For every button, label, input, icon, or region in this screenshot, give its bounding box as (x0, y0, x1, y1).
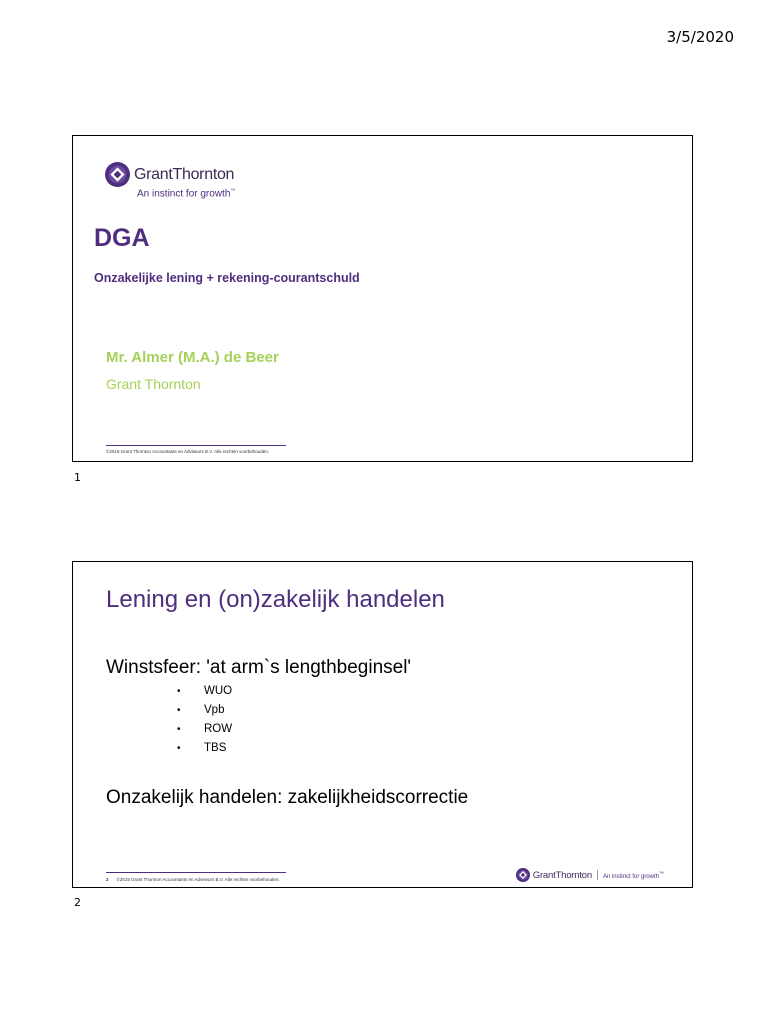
bullet-icon: • (177, 743, 181, 754)
slide-title: Lening en (on)zakelijk handelen (106, 586, 445, 613)
content-item: Onzakelijk handelen: zakelijkheidscorrectie (106, 787, 469, 808)
grant-thornton-logo-icon (105, 162, 130, 187)
brand-name: GrantThornton (134, 165, 235, 183)
print-date: 3/5/2020 (666, 28, 734, 46)
brand-tagline: An instinct for growth™ (137, 188, 236, 200)
bullet-icon: • (177, 724, 181, 735)
brand-name: GrantThornton (532, 869, 592, 881)
list-item: • Vpb (177, 701, 232, 720)
grant-thornton-logo (516, 868, 664, 882)
list-item: • WUO (177, 682, 232, 701)
page-number-1: 1 (74, 471, 81, 484)
logo-separator (597, 870, 598, 880)
slide-1 (72, 135, 693, 462)
slide-2 (72, 561, 693, 888)
presenter-organization: Grant Thornton (106, 376, 201, 392)
page-number-2: 2 (74, 896, 81, 909)
slide-subtitle: Onzakelijke lening + rekening-courantschuld (94, 271, 360, 285)
footer-divider (106, 872, 286, 873)
grant-thornton-logo (105, 162, 235, 199)
content-item: Winstsfeer: 'at arm`s lengthbeginsel' (106, 657, 412, 678)
slide-title: DGA (94, 224, 150, 252)
bullet-list (177, 682, 232, 758)
list-item: • TBS (177, 739, 232, 758)
presenter-name: Mr. Almer (M.A.) de Beer (106, 349, 279, 366)
copyright-text: ©2019 Grant Thornton Accountants en Adviseurs B.V. Alle rechten voorbehouden. (106, 449, 270, 454)
bullet-icon: • (177, 686, 181, 697)
bullet-icon: • (177, 705, 181, 716)
footer-divider (106, 445, 286, 446)
brand-tagline: An instinct for growth™ (602, 870, 664, 880)
slide-footer: 2 ©2019 Grant Thornton Accountants en Adviseurs B.V. Alle rechten voorbehouden. (106, 877, 280, 882)
grant-thornton-logo-icon (516, 868, 530, 882)
list-item: • ROW (177, 720, 232, 739)
